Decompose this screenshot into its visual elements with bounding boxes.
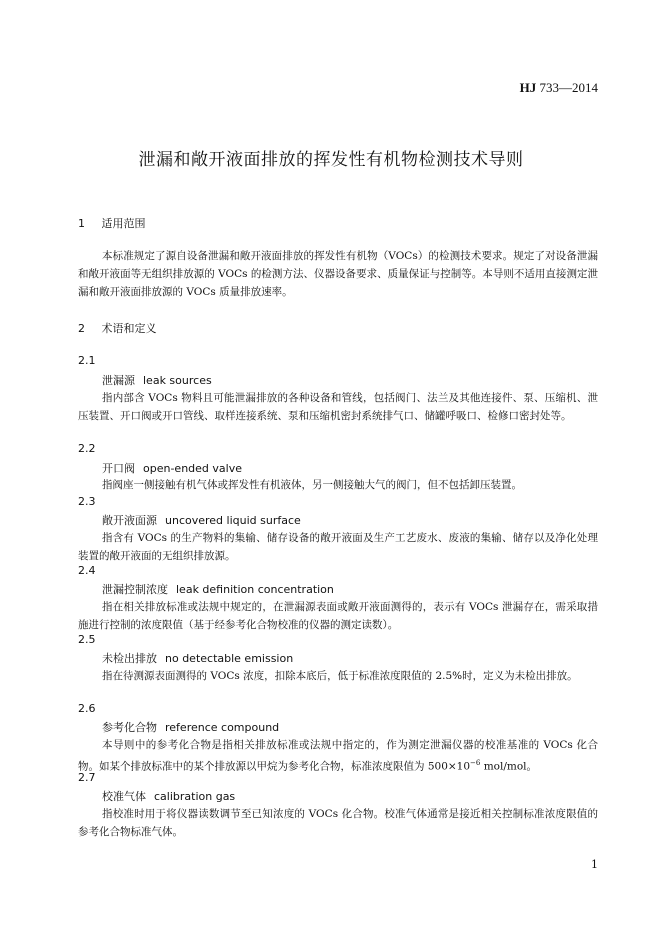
section-1-title: 适用范围 xyxy=(101,217,146,230)
term-number: 2.7 xyxy=(78,771,96,784)
term-heading xyxy=(102,581,334,597)
term-zh: 参考化合物 xyxy=(102,721,157,734)
term-number: 2.1 xyxy=(78,354,96,367)
term-zh: 敞开液面源 xyxy=(102,514,157,527)
section-1-heading xyxy=(78,215,146,231)
term-zh: 未检出排放 xyxy=(102,652,157,665)
section-2-heading xyxy=(78,320,157,336)
term-heading xyxy=(102,719,279,735)
term-heading xyxy=(102,650,293,666)
term-en: calibration gas xyxy=(154,790,236,803)
term-heading xyxy=(102,372,212,388)
term-definition: 指在相关排放标准或法规中规定的，在泄漏源表面或敞开液面测得的，表示有 VOCs 泄漏存在，需采取措施进行控制的浓度限值（基于经参考化合物校准的仪器的测定读数）。 xyxy=(78,601,598,631)
document-title: 泄漏和敞开液面排放的挥发性有机物检测技术导则 xyxy=(138,150,524,170)
term-definition: 指内部含 VOCs 物料且可能泄漏排放的各种设备和管线，包括阀门、法兰及其他连接件、泵、压缩机、泄压装置、开口阀或开口管线、取样连接系统、泵和压缩机密封系统排气口、储罐呼吸口、检修口密封处等。 xyxy=(78,392,598,422)
standard-number: 733—2014 xyxy=(539,80,598,95)
section-1-number: 1 xyxy=(78,217,85,230)
term-number: 2.3 xyxy=(78,495,96,508)
term-definition xyxy=(78,736,598,776)
term-en: open-ended valve xyxy=(143,462,242,475)
term-en: leak definition concentration xyxy=(176,583,334,596)
term-en: reference compound xyxy=(165,721,280,734)
term-definition: 指含有 VOCs 的生产物料的集输、储存设备的敞开液面及生产工艺废水、废液的集输、储存以及净化处理装置的敞开液面的无组织排放源。 xyxy=(78,532,598,562)
term-en: uncovered liquid surface xyxy=(165,514,301,527)
term-zh: 开口阀 xyxy=(102,462,135,475)
term-number: 2.6 xyxy=(78,702,96,715)
term-heading xyxy=(102,460,242,476)
standard-prefix: HJ xyxy=(519,80,537,95)
section-1-paragraph: 本标准规定了源自设备泄漏和敞开液面排放的挥发性有机物（VOCs）的检测技术要求。规定了对设备泄漏和敞开液面等无组织排放源的 VOCs 的检测方法、仪器设备要求、质量保证与控制等。本导则不适用直接测定泄漏和敞开液面排放源的 VOCs 质量排放速率。 xyxy=(78,250,598,298)
term-definition-text: 本导则中的参考化合物是指相关排放标准或法规中指定的，作为测定泄漏仪器的校准基准的 VOCs 化合物。如某个排放标准中的某个排放源以甲烷为参考化合物，标准浓度限值为 500×10 xyxy=(78,739,598,773)
term-definition: 指校准时用于将仪器读数调节至已知浓度的 VOCs 化合物。校准气体通常是接近相关控制标准浓度限值的参考化合物标准气体。 xyxy=(78,808,598,838)
term-definition-unit: mol/mol。 xyxy=(480,760,538,773)
term-heading xyxy=(102,512,301,528)
exponent: −6 xyxy=(470,759,481,767)
page-number: 1 xyxy=(591,858,598,871)
term-zh: 校准气体 xyxy=(102,790,146,803)
term-zh: 泄漏控制浓度 xyxy=(102,583,168,596)
term-number: 2.2 xyxy=(78,442,96,455)
term-en: no detectable emission xyxy=(165,652,294,665)
term-number: 2.4 xyxy=(78,564,96,577)
term-definition: 指在待测源表面测得的 VOCs 浓度，扣除本底后，低于标准浓度限值的 2.5%时，定义为未检出排放。 xyxy=(102,670,578,682)
term-definition: 指阀座一侧接触有机气体或挥发性有机液体，另一侧接触大气的阀门，但不包括卸压装置。 xyxy=(102,479,522,491)
section-2-title: 术语和定义 xyxy=(101,322,157,335)
section-2-number: 2 xyxy=(78,322,85,335)
term-zh: 泄漏源 xyxy=(102,374,135,387)
term-heading xyxy=(102,788,235,804)
standard-code xyxy=(520,80,598,96)
term-number: 2.5 xyxy=(78,633,96,646)
term-en: leak sources xyxy=(143,374,212,387)
